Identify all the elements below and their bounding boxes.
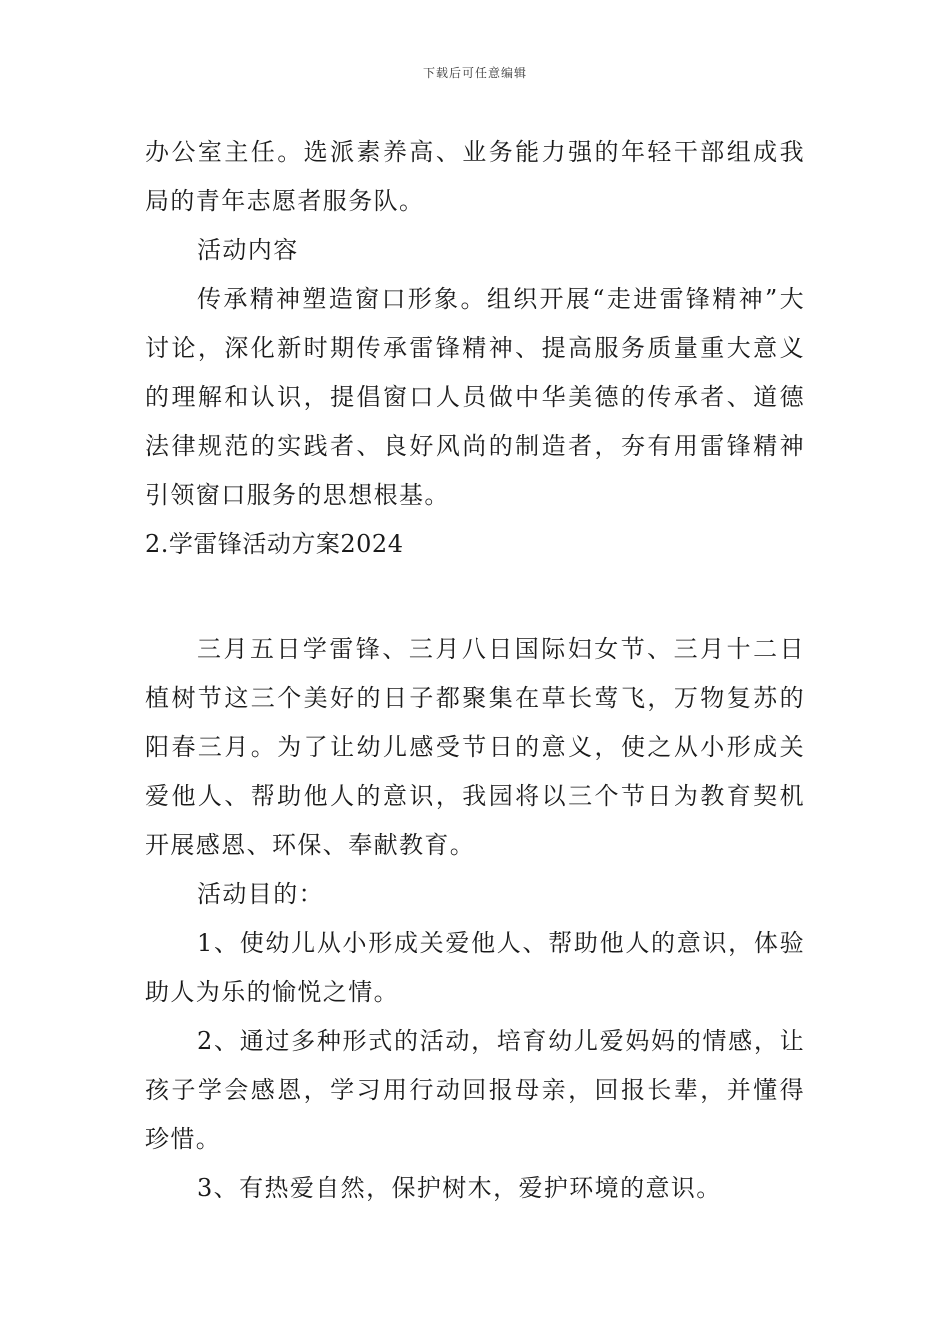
paragraph-4: 三月五日学雷锋、三月八日国际妇女节、三月十二日植树节这三个美好的日子都聚集在草长莺飞，万物复苏的阳春三月。为了让幼儿感受节日的意义，使之从小形成关爱他人、帮助他人的意识，我园将以三个节日为教育契机开展感恩、环保、奉献教育。 [145,635,805,859]
header-note: 下载后可任意编辑 [422,66,527,80]
section-spacer [145,569,805,625]
paragraph-1: 办公室主任。选派素养高、业务能力强的年轻干部组成我局的青年志愿者服务队。 [145,138,805,215]
paragraph-goal-1: 1、使幼儿从小形成关爱他人、帮助他人的意识，体验助人为乐的愉悦之情。 [145,929,805,1006]
paragraph-activity-goal: 活动目的： [197,880,324,908]
section-title: 2.学雷锋活动方案2024 [145,530,404,558]
paragraph-activity-content: 活动内容 [197,236,299,264]
document-body [145,128,805,1213]
paragraph-goal-3: 3、有热爱自然，保护树木，爱护环境的意识。 [197,1174,722,1202]
paragraph-3: 传承精神塑造窗口形象。组织开展“走进雷锋精神”大讨论，深化新时期传承雷锋精神、提高服务质量重大意义的理解和认识，提倡窗口人员做中华美德的传承者、道德法律规范的实践者、良好风尚的制造者，夯有用雷锋精神引领窗口服务的思想根基。 [145,285,805,509]
paragraph-goal-2: 2、通过多种形式的活动，培育幼儿爱妈妈的情感，让孩子学会感恩，学习用行动回报母亲，回报长辈，并懂得珍惜。 [145,1027,805,1153]
